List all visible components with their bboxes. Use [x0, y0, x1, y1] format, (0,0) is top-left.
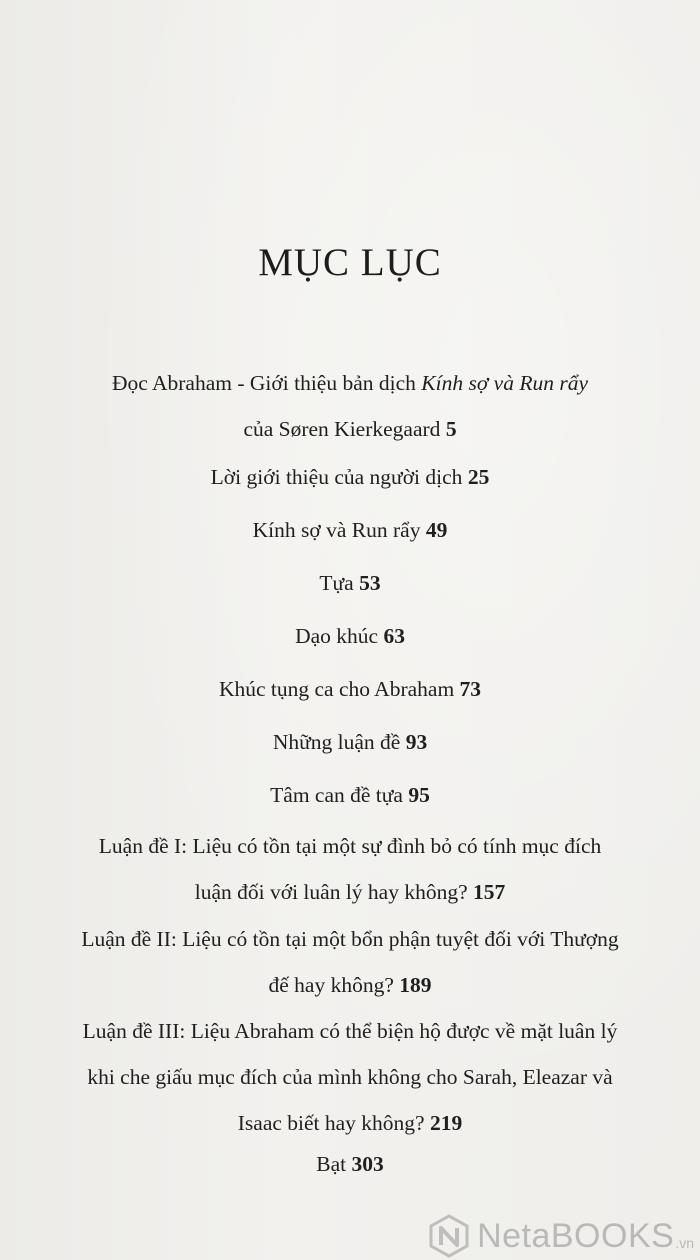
toc-page-number: 189 — [399, 973, 432, 997]
toc-entry-title: Luận đề III: Liệu Abraham có thể biện hộ được về mặt luân lý — [82, 1019, 618, 1043]
toc-entry-title: Tựa — [319, 571, 354, 595]
toc-entry — [20, 916, 680, 1008]
toc-entry-title: Isaac biết hay không? — [237, 1111, 425, 1135]
toc-page-number: 219 — [429, 1111, 463, 1135]
toc-entry — [20, 666, 680, 712]
toc-page-number: 303 — [351, 1152, 384, 1176]
toc-entry-title: Đọc Abraham - Giới thiệu bản dịch — [111, 371, 422, 395]
toc-entry-title: của Søren Kierkegaard — [243, 417, 441, 441]
toc-entry-title: đế hay không? — [268, 973, 394, 997]
toc-entry-title: Luận đề I: Liệu có tồn tại một sự đình bỏ có tính mục đích — [98, 834, 602, 858]
toc-entry-title: Tâm can đề tựa — [270, 783, 403, 807]
toc-entry-title: Dạo khúc — [295, 624, 379, 648]
toc-entry-title-italic: Kính sợ và Run rẩy — [421, 371, 589, 395]
toc-page-number: 53 — [359, 571, 381, 595]
watermark-domain: .vn — [675, 1235, 694, 1251]
toc-entry-title: khi che giấu mục đích của mình không cho Sarah, Eleazar và — [87, 1065, 613, 1089]
netabooks-logo-icon — [427, 1214, 471, 1258]
toc-entry-title: Lời giới thiệu của người dịch — [210, 465, 463, 489]
toc-entry — [20, 360, 680, 452]
toc-page-number: 93 — [405, 730, 428, 754]
toc-entry — [20, 772, 680, 818]
toc-page-number: 95 — [408, 783, 430, 807]
toc-entry-title: luận đối với luân lý hay không? — [194, 880, 468, 904]
toc-entry — [20, 507, 680, 553]
toc-entry-title: Những luận đề — [272, 730, 401, 754]
toc-entry-title: Luận đề II: Liệu có tồn tại một bổn phận tuyệt đối với Thượng — [81, 927, 619, 951]
toc-entry — [20, 1008, 680, 1146]
toc-entry-title: Bạt — [316, 1152, 347, 1176]
toc-page-number: 25 — [467, 465, 490, 489]
toc-page-number: 49 — [425, 518, 448, 542]
toc-entry — [20, 719, 680, 765]
toc-entry — [20, 560, 680, 606]
toc-page-number: 73 — [459, 677, 482, 701]
toc-entry — [20, 454, 680, 500]
watermark-brand: NetaBOOKS — [477, 1216, 675, 1255]
page-title: MỤC LỤC — [258, 241, 442, 284]
toc-page-number: 157 — [473, 880, 506, 904]
toc-entry — [20, 823, 680, 915]
watermark — [427, 1214, 694, 1258]
toc-page-number: 63 — [383, 624, 405, 648]
toc-entry-title: Kính sợ và Run rẩy — [252, 518, 421, 542]
toc-entry — [20, 1141, 680, 1187]
toc-entry — [20, 613, 680, 659]
toc-page-number: 5 — [445, 417, 457, 441]
toc-entry-title: Khúc tụng ca cho Abraham — [218, 677, 455, 701]
